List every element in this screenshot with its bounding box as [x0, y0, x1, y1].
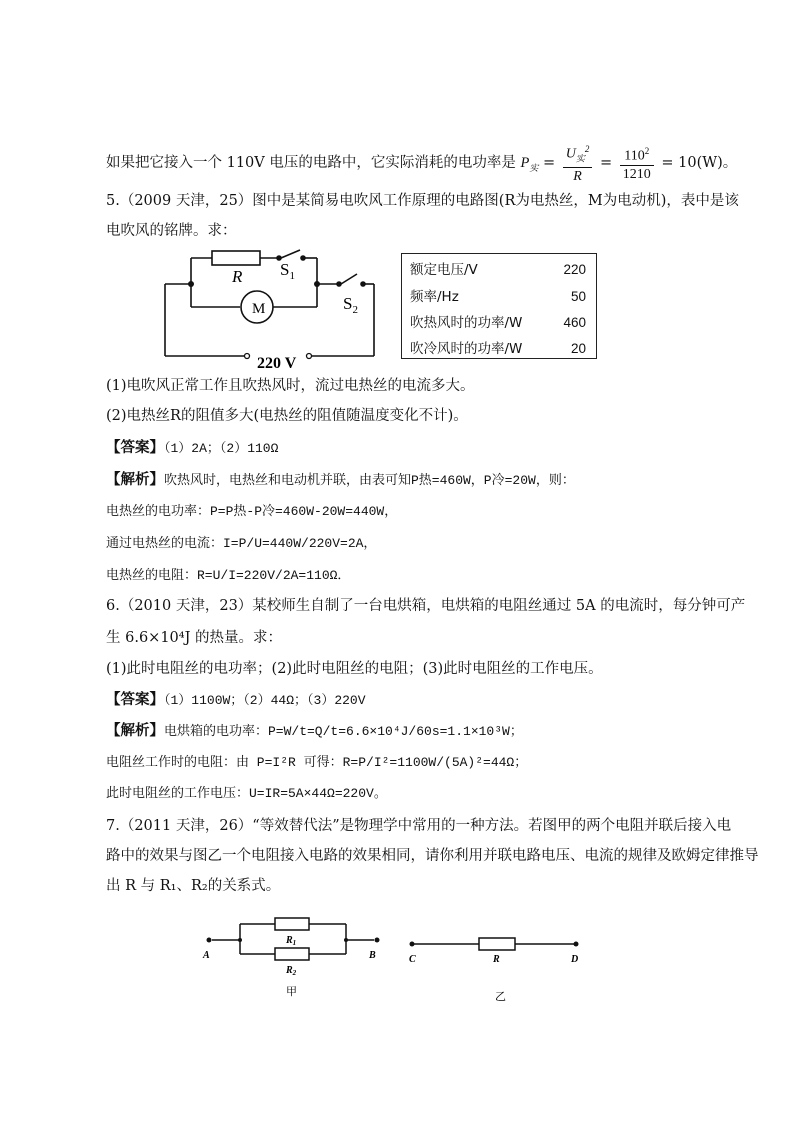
- answer-tag: 【答案】: [106, 691, 164, 708]
- q5-ask2: (2)电热丝R的阻值多大(电热丝的阻值随温度变化不计)。: [106, 408, 468, 424]
- q5-line1: 5.（2009 天津，25）图中是某简易电吹风工作原理的电路图(R为电热丝，M为电动机)，表中是该: [106, 193, 739, 209]
- table-row: 吹冷风时的功率/W 20: [410, 341, 586, 357]
- q7-line2: 路中的效果与图乙一个电阻接入电路的效果相同，请你利用并联电路电压、电流的规律及欧姆定律推导: [106, 848, 759, 864]
- q6-line1: 6.（2010 天津，23）某校师生自制了一台电烘箱，电烘箱的电阻丝通过 5A 的电流时，每分钟可产: [106, 598, 746, 614]
- table-row: 频率/Hz 50: [410, 289, 586, 305]
- switch-s2: [341, 274, 357, 284]
- caption-yi: 乙: [495, 991, 506, 1003]
- q5-analysis1: 【解析】吹热风时，电热丝和电动机并联，由表可知P热=460W，P冷=20W，则：: [106, 471, 575, 488]
- equals-sign: =: [542, 155, 556, 172]
- caption-jia: 甲: [286, 986, 297, 998]
- q5-ask1: (1)电吹风正常工作且吹热风时，流过电热丝的电流多大。: [106, 378, 475, 394]
- q6-line2: 生 6.6×10⁴J 的热量。求：: [106, 630, 283, 646]
- r1-label: $R_1$: [286, 935, 297, 947]
- analysis-tag: 【解析】: [106, 471, 164, 488]
- equals-sign-2: =: [599, 155, 613, 172]
- q5-line2: 电吹风的铭牌。求：: [106, 223, 237, 239]
- answer-tag: 【答案】: [106, 439, 164, 456]
- r-label: R: [493, 954, 500, 965]
- s1-label: $S_1$: [280, 260, 295, 282]
- node-d-label: D: [571, 954, 579, 965]
- fraction-u-over-r: $\frac{U_实^2}{R}$: [563, 141, 593, 185]
- q6-analysis3: 此时电阻丝的工作电压：U=IR=5A×44Ω=220V。: [106, 786, 387, 801]
- table-row: 吹热风时的功率/W 460: [410, 315, 586, 331]
- intro-text: 如果把它接入一个 110V 电压的电路中，它实际消耗的电功率是: [106, 155, 516, 172]
- q5-analysis3: 通过电热丝的电流：I=P/U=440W/220V=2A，: [106, 536, 377, 551]
- voltage-label: 220 V: [257, 355, 297, 372]
- power-symbol: $P_实$: [520, 155, 539, 174]
- q5-circuit-diagram: [160, 244, 382, 372]
- node-b-label: B: [369, 950, 376, 961]
- figure-b-single-resistor: [405, 910, 585, 1005]
- nameplate-table: [401, 253, 597, 359]
- resistor-r: [479, 938, 515, 950]
- intro-result: = 10(W)。: [661, 155, 738, 172]
- figure-a-parallel-circuit: [200, 910, 390, 1000]
- r-label: R: [232, 267, 243, 286]
- node-a-label: A: [203, 950, 210, 961]
- q5-analysis4: 电热丝的电阻：R=U/I=220V/2A=110Ω．: [106, 568, 351, 583]
- q6-analysis1: 【解析】电烘箱的电功率：P=W/t=Q/t=6.6×10⁴J/60s=1.1×10³W；: [106, 722, 523, 739]
- analysis-tag: 【解析】: [106, 722, 164, 739]
- r2-label: $R_2$: [286, 965, 297, 977]
- table-row: 额定电压/V 220: [410, 262, 586, 278]
- q5-answer: 【答案】（1）2A；（2）110Ω: [106, 439, 279, 456]
- fraction-numeric: $\frac{110^2}{1210}$: [620, 143, 654, 183]
- motor-label: M: [252, 301, 266, 317]
- switch-s1: [281, 250, 300, 258]
- q6-analysis2: 电阻丝工作时的电阻：由 P=I²R 可得：R=P/I²=1100W/(5A)²=44Ω；: [106, 755, 528, 770]
- resistor-r1: [275, 918, 309, 930]
- resistor-r: [212, 251, 260, 265]
- q7-line3: 出 R 与 R₁、R₂的关系式。: [106, 878, 281, 894]
- s2-label: $S_2$: [343, 294, 358, 316]
- node-c-label: C: [409, 954, 416, 965]
- q6-answer: 【答案】（1）1100W；（2）44Ω；（3）220V: [106, 691, 366, 708]
- q6-ask: (1)此时电阻丝的电功率；(2)此时电阻丝的电阻；(3)此时电阻丝的工作电压。: [106, 661, 603, 677]
- intro-line: [106, 141, 737, 185]
- resistor-r2: [275, 948, 309, 960]
- q5-analysis2: 电热丝的电功率：P=P热-P冷=460W-20W=440W，: [106, 504, 398, 519]
- q7-line1: 7.（2011 天津，26）“等效替代法”是物理学中常用的一种方法。若图甲的两个电阻并联后接入电: [106, 818, 732, 834]
